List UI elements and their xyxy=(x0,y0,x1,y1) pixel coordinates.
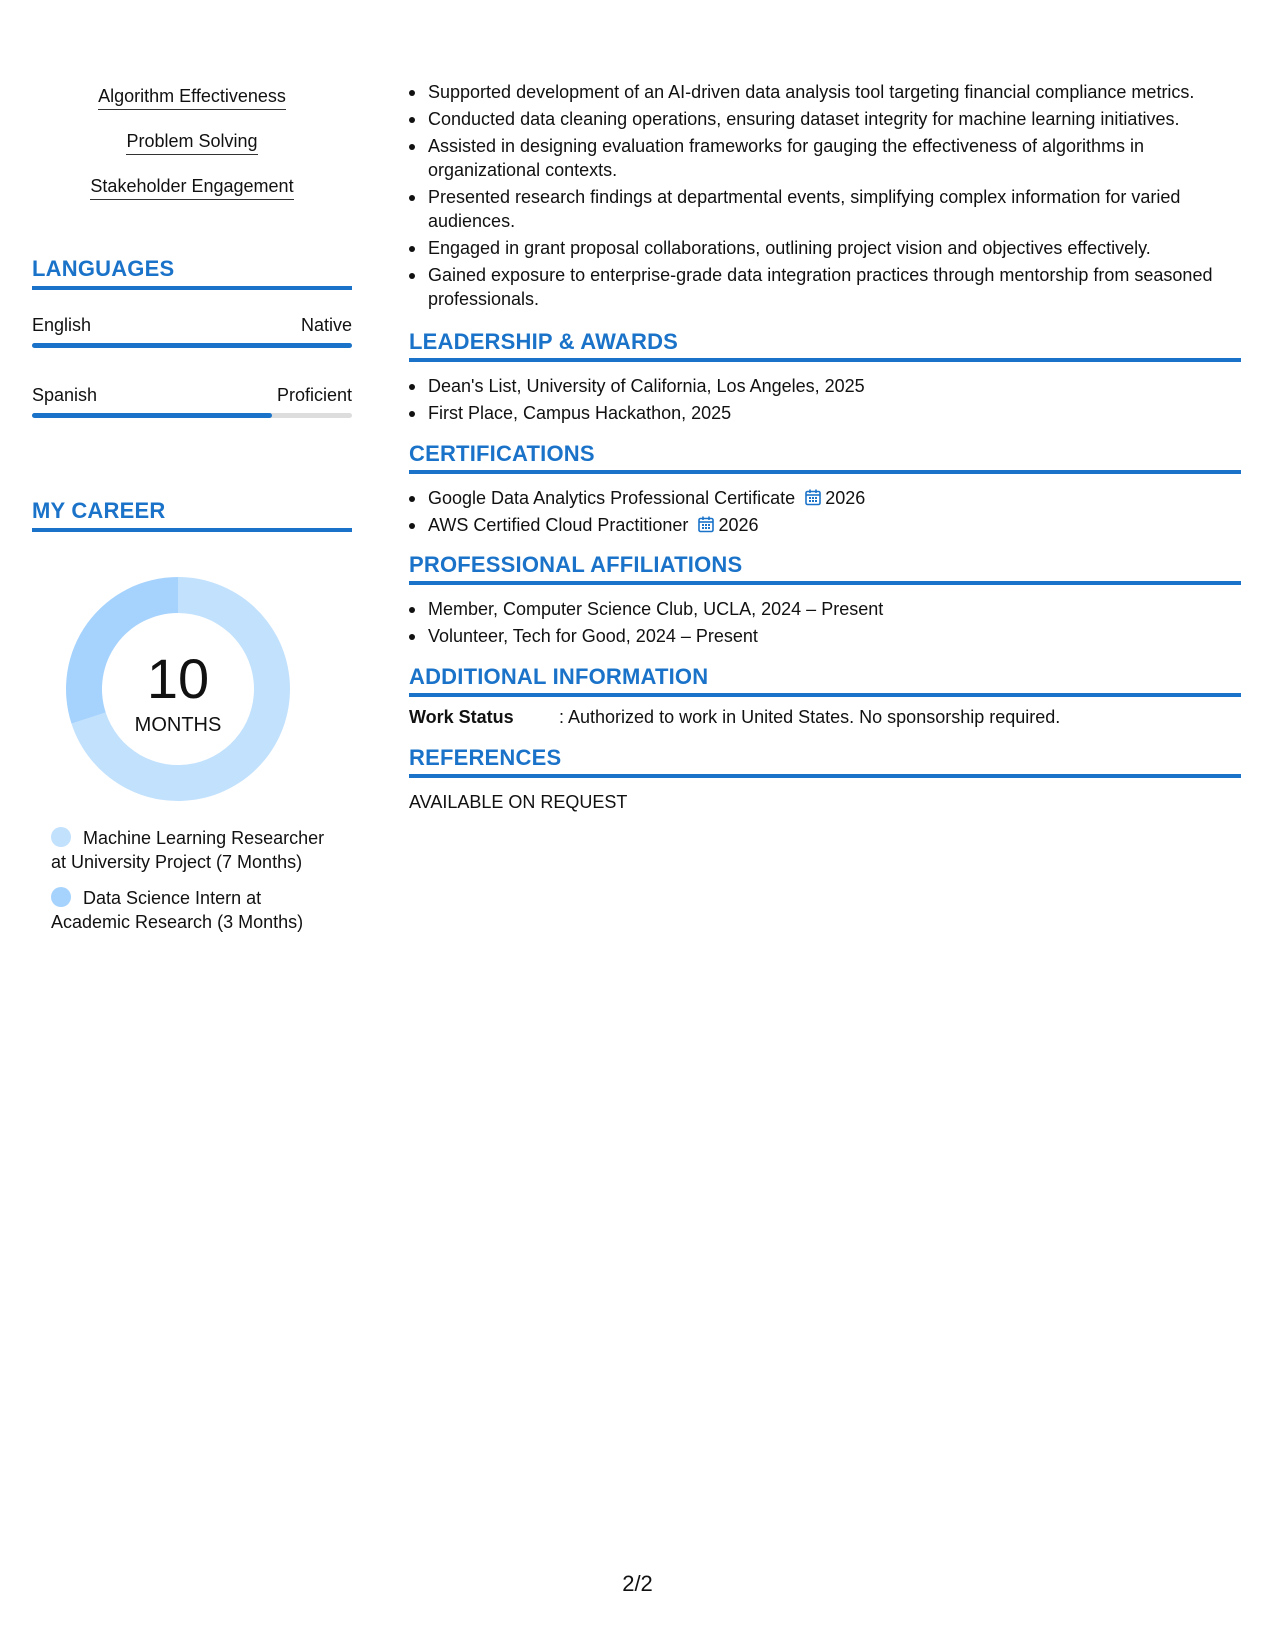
affiliation-item: Member, Computer Science Club, UCLA, 2024 – Present xyxy=(409,597,1241,621)
certification-name: Google Data Analytics Professional Certificate xyxy=(428,488,796,508)
language-name: Spanish xyxy=(32,385,98,405)
language-level: Native xyxy=(300,315,352,335)
language-proficiency-fill xyxy=(32,343,352,348)
calendar-icon xyxy=(805,489,821,506)
experience-bullet: Assisted in designing evaluation frameworks for gauging the effectiveness of algorithms in organizational contexts. xyxy=(409,134,1241,182)
experience-bullet: Supported development of an AI-driven data analysis tool targeting financial compliance metrics. xyxy=(409,80,1241,104)
language-name: English xyxy=(32,315,92,335)
language-proficiency-fill xyxy=(32,413,272,418)
certification-name: AWS Certified Cloud Practitioner xyxy=(428,515,689,535)
certification-year: 2026 xyxy=(825,488,866,508)
certification-item xyxy=(409,486,1241,510)
skill-tag: Algorithm Effectiveness xyxy=(98,84,286,110)
career-legend xyxy=(51,826,341,946)
certification-item xyxy=(409,513,1241,537)
career-heading: MY CAREER xyxy=(32,498,352,532)
language-proficiency-bar xyxy=(32,413,352,418)
legend-swatch xyxy=(51,827,71,847)
legend-item xyxy=(51,826,341,874)
leadership-heading: LEADERSHIP & AWARDS xyxy=(409,329,1241,362)
donut-center xyxy=(64,575,292,803)
language-proficiency-bar xyxy=(32,343,352,348)
language-level: Proficient xyxy=(276,385,352,405)
work-status-label: Work Status xyxy=(409,707,514,727)
skill-tag: Problem Solving xyxy=(126,129,257,155)
certifications-heading: CERTIFICATIONS xyxy=(409,441,1241,474)
skill-tag: Stakeholder Engagement xyxy=(90,174,293,200)
work-status-value: : Authorized to work in United States. No sponsorship required. xyxy=(559,707,1061,727)
calendar-icon xyxy=(698,516,714,533)
leadership-item: Dean's List, University of California, Los Angeles, 2025 xyxy=(409,374,1241,398)
career-total-value: 10 xyxy=(146,647,210,710)
language-item xyxy=(32,383,352,418)
career-donut-chart xyxy=(64,575,292,803)
languages-heading: LANGUAGES xyxy=(32,256,352,290)
references-heading: REFERENCES xyxy=(409,745,1241,778)
career-total-unit: MONTHS xyxy=(134,714,222,736)
leadership-list xyxy=(409,374,1241,428)
page-number: 2/2 xyxy=(622,1571,653,1596)
affiliations-list xyxy=(409,597,1241,651)
legend-label: Machine Learning Researcher at University Project (7 Months) xyxy=(51,828,325,872)
legend-item xyxy=(51,886,341,934)
references-text: AVAILABLE ON REQUEST xyxy=(409,792,628,812)
legend-swatch xyxy=(51,887,71,907)
certification-year: 2026 xyxy=(718,515,759,535)
experience-bullet: Engaged in grant proposal collaborations, outlining project vision and objectives effectively. xyxy=(409,236,1241,260)
language-item xyxy=(32,313,352,348)
experience-bullet: Conducted data cleaning operations, ensuring dataset integrity for machine learning initiatives. xyxy=(409,107,1241,131)
experience-bullet: Gained exposure to enterprise-grade data integration practices through mentorship from seasoned professionals. xyxy=(409,263,1241,311)
leadership-item: First Place, Campus Hackathon, 2025 xyxy=(409,401,1241,425)
experience-bullet: Presented research findings at departmental events, simplifying complex information for varied audiences. xyxy=(409,185,1241,233)
skills-list xyxy=(32,84,352,219)
affiliations-heading: PROFESSIONAL AFFILIATIONS xyxy=(409,552,1241,585)
experience-bullets xyxy=(409,80,1241,314)
work-status-row xyxy=(409,705,1241,729)
affiliation-item: Volunteer, Tech for Good, 2024 – Present xyxy=(409,624,1241,648)
legend-label: Data Science Intern at Academic Research (3 Months) xyxy=(51,888,304,932)
certifications-list xyxy=(409,486,1241,540)
additional-info-heading: ADDITIONAL INFORMATION xyxy=(409,664,1241,697)
